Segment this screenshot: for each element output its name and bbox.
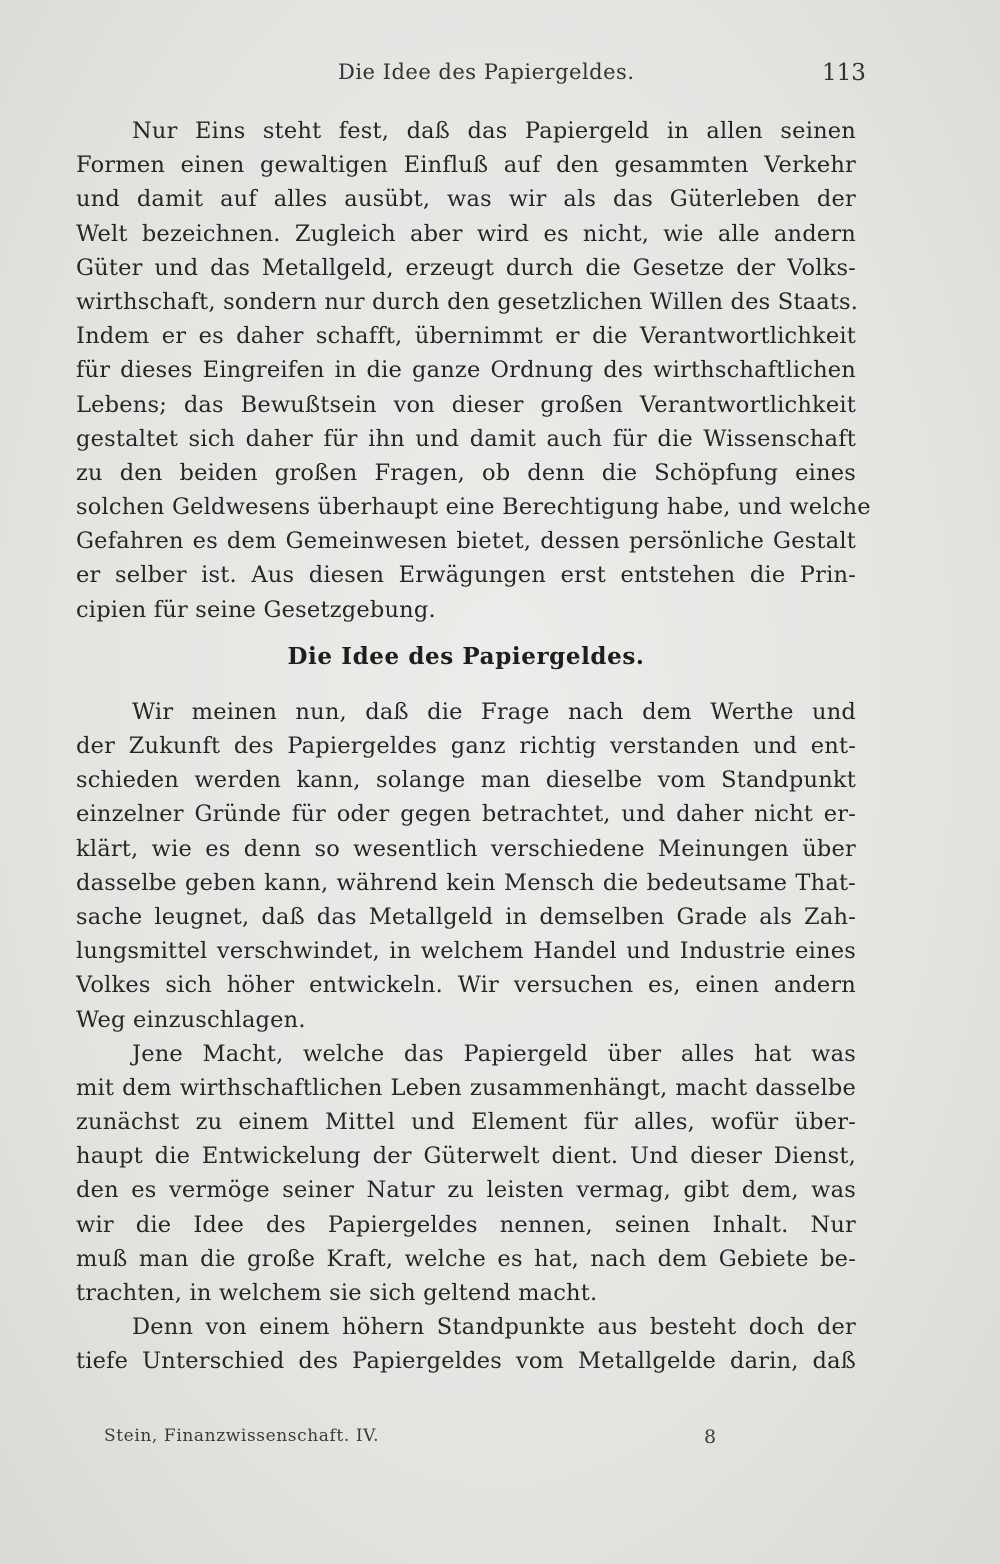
section-heading-block [76,627,856,695]
text-line: tiefe Unterschied des Papiergeldes vom Metallgelde darin, daß [76,1348,856,1375]
text-line: solchen Geldwesens überhaupt eine Berechtigung habe, und welche [76,494,871,521]
signature-mark: Stein, Finanzwissenschaft. IV. [104,1426,380,1446]
text-line: Indem er es daher schafft, übernimmt er die Verantwortlichkeit [76,323,856,350]
paragraph-2 [76,695,856,1037]
text-line: wir die Idee des Papiergeldes nennen, seinen Inhalt. Nur [76,1211,856,1238]
text-line: muß man die große Kraft, welche es hat, nach dem Gebiete be- [76,1245,856,1272]
text-line: sache leugnet, daß das Metallgeld in demselben Grade als Zah- [76,903,856,930]
page-footer [0,1426,1000,1456]
text-line: Gefahren es dem Gemeinwesen bietet, dessen persönliche Gestalt [76,528,856,555]
body-text [76,114,871,1379]
text-line: Güter und das Metallgeld, erzeugt durch die Gesetze der Volks- [76,254,856,281]
text-line: Welt bezeichnen. Zugleich aber wird es nicht, wie alle andern [76,220,856,247]
text-line: mit dem wirthschaftlichen Leben zusammenhängt, macht dasselbe [76,1074,856,1101]
text-line: trachten, in welchem sie sich geltend macht. [76,1280,598,1306]
text-line: und damit auf alles ausübt, was wir als das Güterleben der [76,186,856,213]
text-line: gestaltet sich daher für ihn und damit auch für die Wissenschaft [76,425,856,452]
text-line: Weg einzuschlagen. [76,1006,306,1033]
text-line: Formen einen gewaltigen Einfluß auf den gesammten Verkehr [76,152,856,179]
text-line: Volkes sich höher entwickeln. Wir versuchen es, einen andern [76,972,856,999]
running-title: Die Idee des Papiergeldes. [338,60,635,84]
text-line: haupt die Entwickelung der Güterwelt dient. Und dieser Dienst, [76,1143,856,1170]
text-line: der Zukunft des Papiergeldes ganz richtig verstanden und ent- [76,733,856,759]
paragraph-3 [76,1037,856,1311]
text-line: Denn von einem höhern Standpunkte aus besteht doch der [132,1314,856,1341]
text-line: Nur Eins steht fest, daß das Papiergeld in allen seinen [132,118,856,144]
text-line: den es vermöge seiner Natur zu leisten vermag, gibt dem, was [76,1177,856,1204]
text-line: Wir meinen nun, daß die Frage nach dem Werthe und [132,698,856,725]
text-line: wirthschaft, sondern nur durch den gesetzlichen Willen des Staats. [76,288,859,315]
running-head [0,60,1000,94]
text-line: cipien für seine Gesetzgebung. [76,596,436,623]
paragraph-1 [76,114,871,627]
text-line: lungsmittel verschwindet, in welchem Handel und Industrie eines [76,938,856,965]
text-line: zunächst zu einem Mittel und Element für alles, wofür über- [76,1109,856,1136]
page-number: 113 [822,60,866,86]
text-line: für dieses Eingreifen in die ganze Ordnung des wirthschaftlichen [76,357,856,384]
text-line: klärt, wie es denn so wesentlich verschiedene Meinungen über [76,835,856,862]
text-line: er selber ist. Aus diesen Erwägungen erst entstehen die Prin- [76,562,856,589]
text-line: einzelner Gründe für oder gegen betrachtet, und daher nicht er- [76,801,856,828]
text-line: zu den beiden großen Fragen, ob denn die Schöpfung eines [76,459,856,486]
text-line: dasselbe geben kann, während kein Mensch die bedeutsame That- [76,869,856,896]
paragraph-4 [76,1310,856,1378]
sheet-number: 8 [704,1426,717,1448]
text-line: schieden werden kann, solange man dieselbe vom Standpunkt [76,767,856,794]
text-line: Jene Macht, welche das Papiergeld über alles hat was [132,1040,856,1067]
section-heading: Die Idee des Papiergeldes. [287,642,645,670]
text-line: Lebens; das Bewußtsein von dieser großen Verantwortlichkeit [76,391,856,418]
